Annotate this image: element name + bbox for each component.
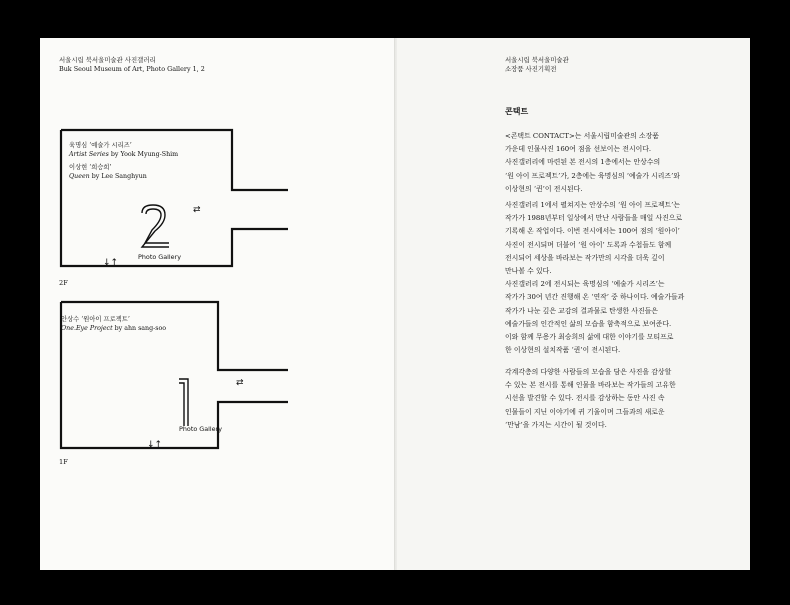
floor-2-room-label: Photo Gallery xyxy=(138,253,182,261)
right-header-line1: 서울시립 북서울미술관 xyxy=(505,56,569,64)
queen-byline: by Lee Sanghyun xyxy=(89,172,147,180)
text-line: 사진갤러리에 마련된 본 전시의 1층에서는 안상수의 xyxy=(505,158,661,167)
text-line: 만나볼 수 있다. xyxy=(505,267,552,276)
paragraph-closing xyxy=(505,366,747,432)
text-line: 기록해 온 작업이다. 이번 전시에서는 100여 점의 ‘원아이’ xyxy=(505,227,680,236)
text-line: 수 있는 본 전시를 통해 인물을 바라보는 작가들의 고유한 xyxy=(505,381,676,390)
floor-2-exit-arrows-icon: ⇄ xyxy=(193,205,201,215)
text-line: 작가가 나눈 깊은 교감의 결과물로 탄생한 사진들은 xyxy=(505,306,658,315)
artist-ahn-korean: 안상수 ‘원아이 프로젝트’ xyxy=(61,316,130,323)
left-header-korean: 서울시립 북서울미술관 사진갤러리 xyxy=(59,56,156,64)
text-line: 작가가 30여 년간 진행해 온 ‘연작’ 중 하나이다. 예술가들과 xyxy=(505,293,685,302)
artist-lee-korean: 이상현 ‘희승희’ xyxy=(69,164,112,172)
artist-yook-korean: 육명심 ‘예술가 시리즈’ xyxy=(69,142,132,149)
floor-1-numeral xyxy=(176,376,196,430)
article-title: 콘택트 xyxy=(505,106,529,116)
text-line: 가운데 인물사진 160여 점을 선보이는 전시이다. xyxy=(505,145,652,154)
text-line: 사진갤러리 2에 전시되는 육명심의 ‘예술가 시리즈’는 xyxy=(505,280,665,289)
floor-2-artist-block xyxy=(69,142,178,181)
text-line: 시선을 발견할 수 있다. 전시를 감상하는 동안 사진 속 xyxy=(505,394,665,403)
right-header-line2: 소장품 사진기획전 xyxy=(505,65,557,73)
artist-series-title: Artist Series xyxy=(69,150,109,158)
floor-1-label: 1F xyxy=(59,458,68,466)
queen-title: Queen xyxy=(69,172,90,180)
right-page xyxy=(397,38,750,570)
floor-1-room-label: Photo Gallery xyxy=(179,425,223,433)
floor-1-walls xyxy=(61,302,288,370)
floor-1-exit-arrows-icon: ⇄ xyxy=(236,378,244,388)
one-eye-project-title: One.Eye Project xyxy=(61,324,113,332)
text-line: <콘택트 CONTACT>는 서울시립미술관의 소장품 xyxy=(505,132,659,140)
paragraph-galleries xyxy=(505,199,747,357)
left-header xyxy=(59,56,205,74)
one-eye-project-byline: by ahn sang-soo xyxy=(112,324,167,332)
text-line: 전시되어 세상을 바라보는 작가만의 시각을 더욱 깊이 xyxy=(505,253,665,262)
text-line: 각계각층의 다양한 사람들의 모습을 담은 사진을 감상할 xyxy=(505,368,672,376)
floor-1-entry-arrows-icon: ↓↑ xyxy=(147,440,163,450)
text-line: 사진갤러리 1에서 펼쳐지는 안상수의 ‘원 아이 프로젝트’는 xyxy=(505,201,681,209)
text-line: 이와 함께 무용가 최승희의 삶에 대한 이야기를 모티프로 xyxy=(505,333,674,342)
left-header-english: Buk Seoul Museum of Art, Photo Gallery 1, 2 xyxy=(59,65,205,73)
floor-1-artist-block xyxy=(61,316,166,333)
floor-2-numeral xyxy=(137,203,177,253)
text-line: 인물들이 지닌 이야기에 귀 기울이며 그들과의 새로운 xyxy=(505,407,665,416)
text-line: 한 이상현의 설치작품 ‘퀸’이 전시된다. xyxy=(505,346,621,355)
artist-series-byline: by Yook Myung-Shim xyxy=(108,150,179,158)
text-line: ‘원 아이 프로젝트’가, 2층에는 육명심의 ‘예술가 시리즈’와 xyxy=(505,171,680,180)
text-line: 사진이 전시되며 더불어 ‘원 아이’ 도록과 수첩들도 함께 xyxy=(505,240,672,249)
text-line: 작가가 1988년부터 일상에서 만난 사람들을 매일 사진으로 xyxy=(505,214,683,223)
right-header xyxy=(505,56,569,74)
left-page xyxy=(40,38,395,570)
text-line: 예술가들의 인간적인 삶의 모습을 함축적으로 보여준다. xyxy=(505,319,672,328)
text-line: 이상현의 ‘퀸’이 전시된다. xyxy=(505,184,583,193)
floor-2-entry-arrows-icon: ↓↑ xyxy=(103,258,119,268)
floor-2-label: 2F xyxy=(59,279,68,287)
paragraph-intro xyxy=(505,130,747,196)
text-line: ‘만남’을 가지는 시간이 될 것이다. xyxy=(505,420,607,429)
